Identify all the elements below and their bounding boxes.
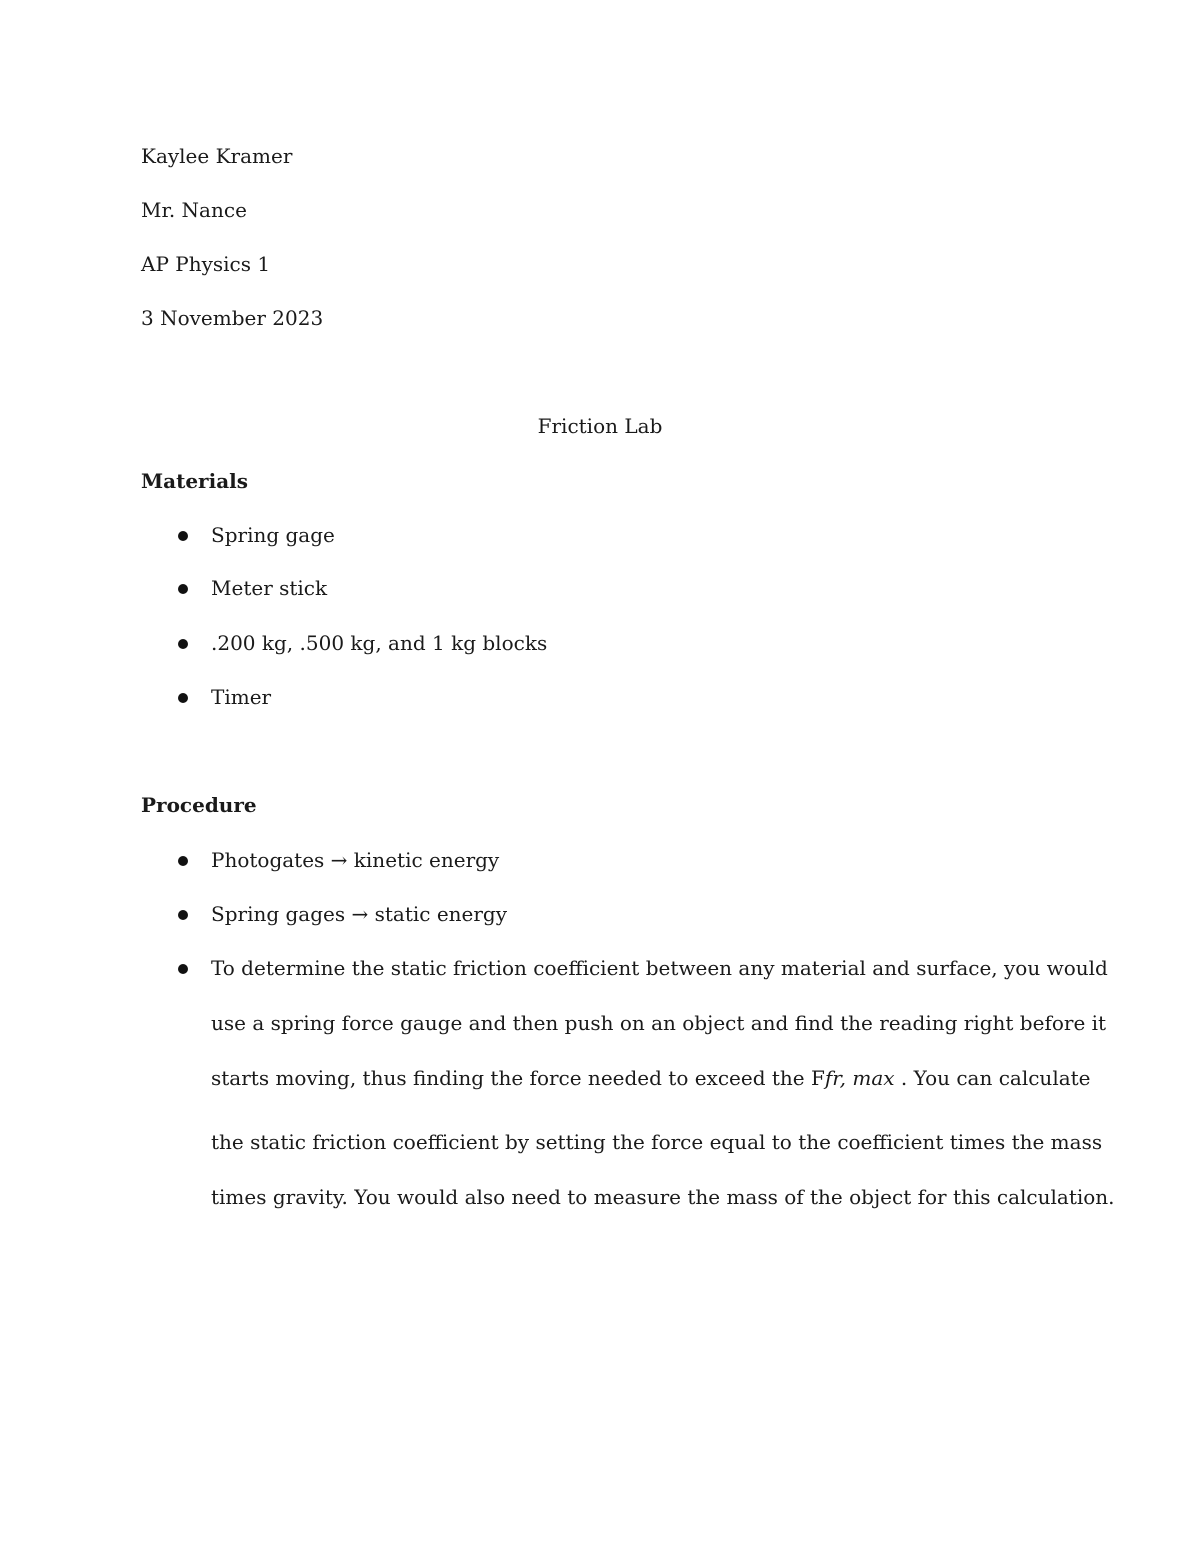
bullet-icon <box>178 531 188 541</box>
list-item-text: Spring gage <box>211 523 335 547</box>
procedure-heading: Procedure <box>141 793 257 817</box>
list-item-text: Photogates → kinetic energy <box>211 848 500 872</box>
paragraph-line: To determine the static friction coefficient between any material and surface, you would <box>211 956 1108 980</box>
bullet-icon <box>178 584 188 594</box>
paragraph-line: use a spring force gauge and then push on an object and find the reading right before it <box>211 1011 1107 1035</box>
list-item-text: .200 kg, .500 kg, and 1 kg blocks <box>211 631 548 655</box>
document-date: 3 November 2023 <box>141 306 324 330</box>
formula-prefix: F <box>810 1066 825 1090</box>
student-name: Kaylee Kramer <box>141 144 293 168</box>
teacher-name: Mr. Nance <box>141 198 247 222</box>
bullet-icon <box>178 693 188 703</box>
formula-subscript: fr, max <box>824 1066 895 1090</box>
list-item-text: Spring gages → static energy <box>211 902 508 926</box>
paragraph-line: starts moving, thus finding the force needed to exceed the <box>211 1066 811 1090</box>
course-name: AP Physics 1 <box>141 252 271 276</box>
paragraph-line-suffix: . You can calculate <box>894 1066 1091 1090</box>
bullet-icon <box>178 964 188 974</box>
bullet-icon <box>178 639 188 649</box>
materials-heading: Materials <box>141 469 249 493</box>
bullet-icon <box>178 856 188 866</box>
paragraph-line: times gravity. You would also need to measure the mass of the object for this calculation. <box>211 1185 1115 1209</box>
bullet-icon <box>178 910 188 920</box>
list-item-text: Timer <box>211 685 272 709</box>
document-title: Friction Lab <box>537 414 663 438</box>
paragraph-line: the static friction coefficient by setting the force equal to the coefficient times the mass <box>211 1130 1103 1154</box>
paragraph-line-with-formula <box>211 1064 1091 1092</box>
list-item-text: Meter stick <box>211 576 328 600</box>
